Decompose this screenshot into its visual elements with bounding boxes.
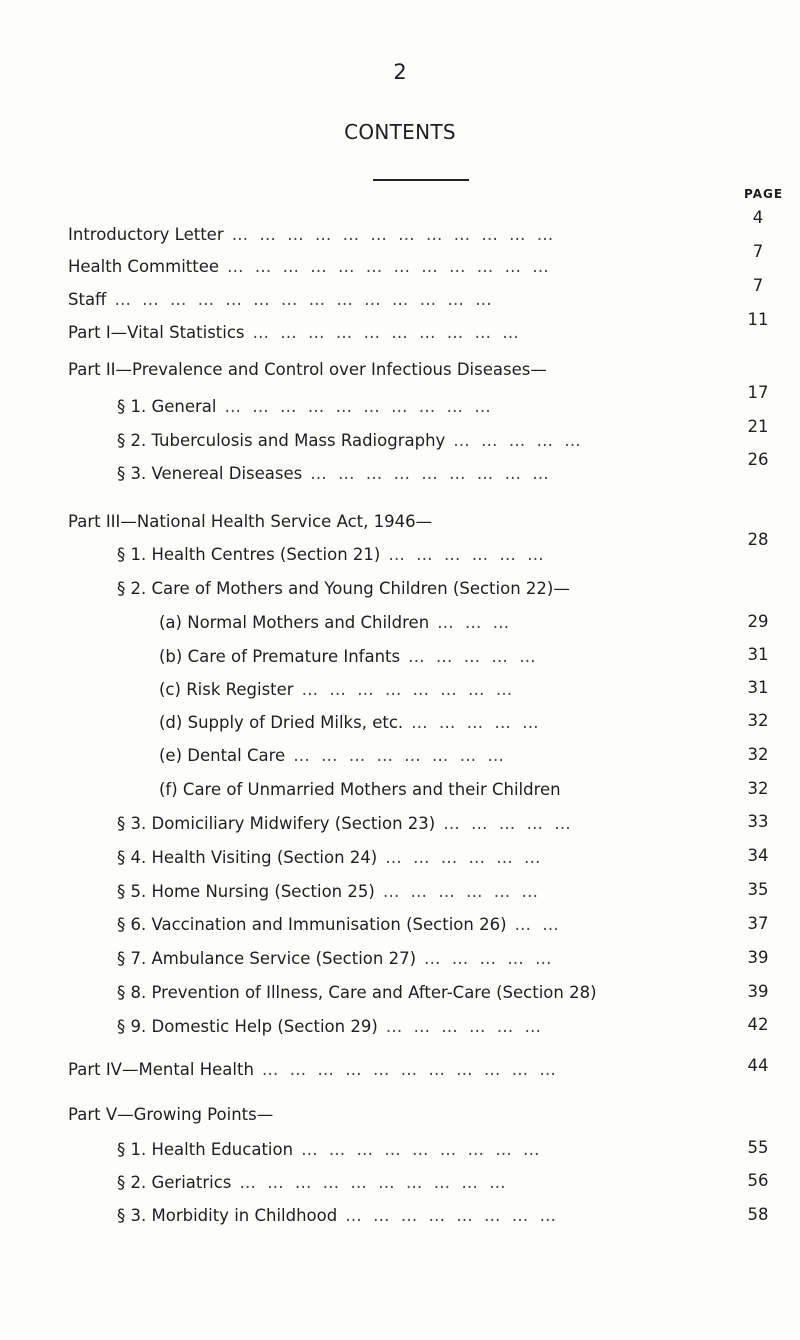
leader-dots: … … … … … … … … — [345, 1206, 559, 1225]
toc-entry — [117, 464, 552, 483]
toc-entry-page: 26 — [747, 450, 769, 469]
leader-dots: … … … … … — [411, 713, 542, 732]
leader-dots: … … … … … … … … … — [301, 1140, 543, 1159]
toc-entry-page: 21 — [747, 417, 769, 436]
toc-entry — [117, 882, 541, 901]
toc-entry-page: 34 — [747, 846, 769, 865]
toc-entry-label: (a) Normal Mothers and Children — [159, 613, 430, 632]
toc-entry-page: 42 — [747, 1015, 769, 1034]
leader-dots: … … … … … … … … … — [310, 464, 552, 483]
toc-entry-label: § 6. Vaccination and Immunisation (Section 26) — [117, 915, 507, 934]
toc-entry-label: § 8. Prevention of Illness, Care and After-Care (Section 28) — [117, 983, 597, 1002]
leader-dots: … … … … … … … … — [301, 680, 516, 699]
toc-entry-page: 39 — [747, 948, 769, 967]
toc-section-label: Part V—Growing Points— — [68, 1105, 274, 1124]
toc-entry — [68, 225, 556, 244]
toc-entry-label: Part IV—Mental Health — [68, 1060, 254, 1079]
toc-entry-label: Health Committee — [68, 257, 220, 276]
toc-entry — [117, 949, 555, 968]
leader-dots: … … … … … … … … … … — [252, 323, 522, 342]
leader-dots: … … … … … … — [382, 882, 542, 901]
toc-entry — [159, 647, 539, 666]
toc-entry-page: 17 — [747, 383, 769, 402]
leader-dots: … … … … … … — [385, 1017, 544, 1036]
leader-dots: … … … … … … … … … … — [224, 397, 494, 416]
toc-section-heading — [68, 360, 547, 379]
toc-entry-page: 32 — [747, 745, 769, 764]
toc-entry — [117, 1206, 559, 1225]
toc-entry-label: Introductory Letter — [68, 225, 224, 244]
toc-entry-label: (d) Supply of Dried Milks, etc. — [159, 713, 404, 732]
toc-entry-page: 37 — [747, 914, 769, 933]
leader-dots: … … … … … … … … … … — [239, 1173, 509, 1192]
page-column-header: PAGE — [744, 187, 784, 201]
toc-entry-label: § 2. Geriatrics — [117, 1173, 232, 1192]
toc-subsection-heading — [117, 579, 570, 598]
toc-entry — [159, 713, 542, 732]
toc-entry — [68, 1060, 559, 1079]
toc-entry — [117, 1140, 543, 1159]
toc-entry-label: (f) Care of Unmarried Mothers and their Children — [159, 780, 561, 799]
leader-dots: … … … … … … … … … … … … … … — [114, 290, 495, 309]
toc-entry-page: 35 — [747, 880, 769, 899]
leader-dots: … … … … … … … … … … … … — [227, 257, 552, 276]
toc-entry-label: § 1. Health Centres (Section 21) — [117, 545, 381, 564]
toc-entry-label: § 9. Domestic Help (Section 29) — [117, 1017, 378, 1036]
toc-entry — [117, 397, 494, 416]
toc-entry — [117, 814, 574, 833]
toc-section-heading — [68, 512, 432, 531]
toc-entry-label: (b) Care of Premature Infants — [159, 647, 401, 666]
toc-entry-page: 29 — [747, 612, 769, 631]
leader-dots: … … — [514, 915, 562, 934]
toc-entry-page: 32 — [747, 779, 769, 798]
toc-entry — [117, 545, 547, 564]
leader-dots: … … … … … — [453, 431, 584, 450]
title-divider — [373, 179, 469, 181]
toc-entry-page: 39 — [747, 982, 769, 1001]
toc-entry-label: (e) Dental Care — [159, 746, 286, 765]
toc-entry — [117, 431, 584, 450]
leader-dots: … … … … … … … … … … … — [261, 1060, 559, 1079]
leader-dots: … … … — [437, 613, 513, 632]
toc-entry-label: § 5. Home Nursing (Section 25) — [117, 882, 375, 901]
toc-entry-page: 11 — [747, 310, 769, 329]
toc-entry-label: § 3. Venereal Diseases — [117, 464, 303, 483]
toc-entry — [159, 680, 515, 699]
leader-dots: … … … … … — [408, 647, 539, 666]
toc-section-label: Part II—Prevalence and Control over Infectious Diseases— — [68, 360, 547, 379]
toc-entry-page: 4 — [752, 208, 764, 227]
toc-entry-page: 7 — [752, 242, 764, 261]
toc-section-label: Part III—National Health Service Act, 1946— — [68, 512, 433, 531]
leader-dots: … … … … … — [424, 949, 555, 968]
toc-entry — [159, 746, 507, 765]
toc-entry-page: 31 — [747, 678, 769, 697]
toc-entry — [117, 1017, 544, 1036]
toc-entry-page: 58 — [747, 1205, 769, 1224]
toc-entry — [159, 613, 512, 632]
toc-entry-label: (c) Risk Register — [159, 680, 294, 699]
toc-entry-label: § 7. Ambulance Service (Section 27) — [117, 949, 417, 968]
page-number: 2 — [393, 60, 407, 84]
toc-section-heading — [68, 1105, 273, 1124]
toc-entry-label: Part I—Vital Statistics — [68, 323, 245, 342]
toc-entry-label: § 2. Tuberculosis and Mass Radiography — [117, 431, 446, 450]
toc-entry-label: § 1. General — [117, 397, 217, 416]
toc-entry-page: 28 — [747, 530, 769, 549]
toc-entry-page: 33 — [747, 812, 769, 831]
leader-dots: … … … … … … … … … … … … — [231, 225, 557, 244]
toc-entry-page: 7 — [752, 276, 764, 295]
toc-entry — [68, 323, 522, 342]
toc-entry — [117, 1173, 509, 1192]
leader-dots: … … … … … … … … — [293, 746, 507, 765]
toc-entry-label: Staff — [68, 290, 107, 309]
toc-entry — [117, 848, 543, 867]
leader-dots: … … … … … … — [388, 545, 547, 564]
toc-entry-label: § 3. Morbidity in Childhood — [117, 1206, 338, 1225]
toc-entry-page: 44 — [747, 1056, 769, 1075]
toc-entry-page: 55 — [747, 1138, 769, 1157]
page-title: CONTENTS — [344, 120, 456, 144]
toc-entry-label: § 4. Health Visiting (Section 24) — [117, 848, 378, 867]
toc-entry-page: 31 — [747, 645, 769, 664]
toc-entry — [159, 780, 561, 799]
toc-entry — [117, 983, 597, 1002]
toc-entry-page: 56 — [747, 1171, 769, 1190]
leader-dots: … … … … … … — [385, 848, 544, 867]
toc-entry-label: § 1. Health Education — [117, 1140, 294, 1159]
toc-entry — [68, 290, 495, 309]
toc-entry-label: § 3. Domiciliary Midwifery (Section 23) — [117, 814, 436, 833]
toc-entry — [117, 915, 562, 934]
toc-entry — [68, 257, 552, 276]
toc-subsection-label: § 2. Care of Mothers and Young Children (Section 22)— — [117, 579, 570, 598]
toc-entry-page: 32 — [747, 711, 769, 730]
leader-dots: … … … … … — [443, 814, 574, 833]
